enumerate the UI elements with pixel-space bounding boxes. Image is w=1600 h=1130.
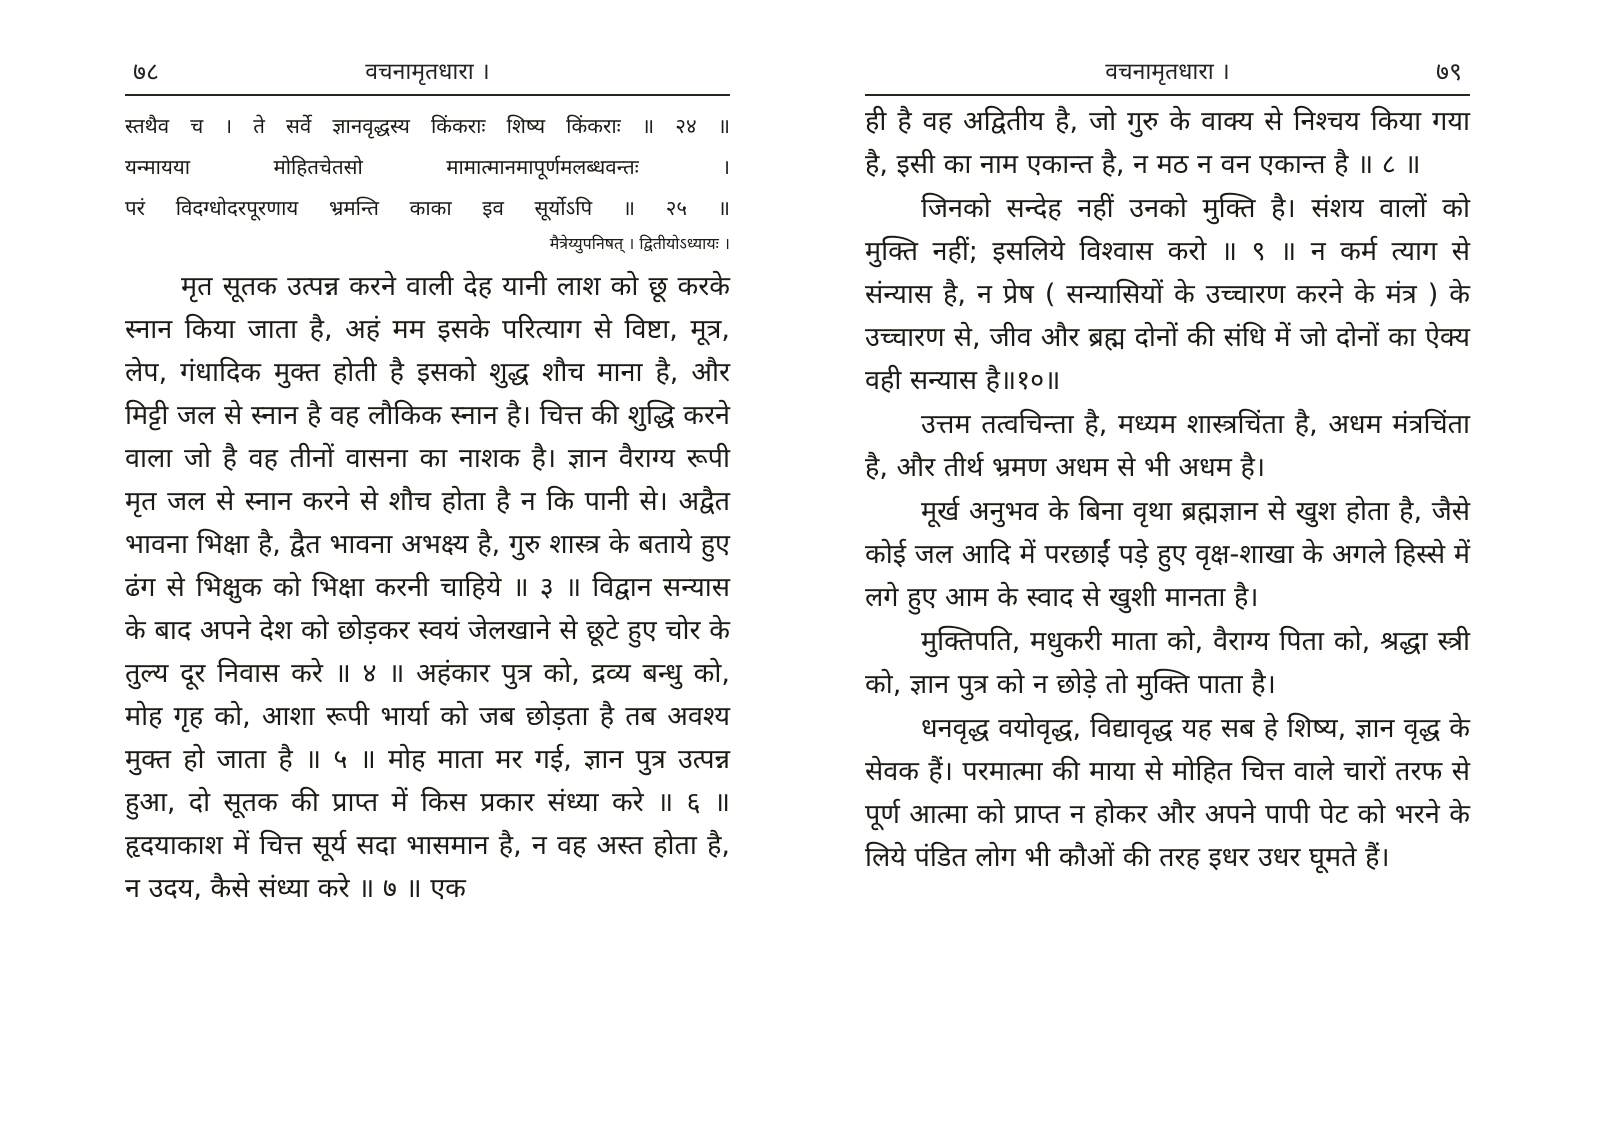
- verse-line: परं विदग्धोदरपूरणाय भ्रमन्ति काका इव सूर्योऽपि ॥ २५ ॥: [125, 196, 730, 220]
- body-text: [865, 100, 1470, 879]
- body-paragraph: जिनको सन्देह नहीं उनको मुक्ति है। संशय वालों को मुक्ति नहीं; इसलिये विश्वास करो ॥ ९ ॥ न कर्म त्याग से संन्यास है, न प्रेष ( सन्यासियों के उच्चारण करने के मंत्र ) के उच्चारण से, जीव और ब्रह्म दोनों की संधि में जो दोनों का ऐक्य वही सन्यास है॥१०॥: [865, 193, 1470, 396]
- sanskrit-verse-block: [125, 106, 730, 259]
- running-title: वचनामृतधारा ।: [1105, 59, 1230, 85]
- page-number: ७८: [133, 57, 160, 86]
- body-paragraph: उत्तम तत्वचिन्ता है, मध्यम शास्त्रचिंता है, अधम मंत्रचिंता है, और तीर्थ भ्रमण अधम से भी अधम है।: [865, 409, 1470, 483]
- right-page: [800, 0, 1600, 1130]
- verse-line: यन्मायया मोहितचेतसो मामात्मानमापूर्णमलब्धवन्तः ।: [125, 155, 730, 179]
- page-number: ७९: [1435, 57, 1462, 86]
- running-title: वचनामृतधारा ।: [365, 59, 490, 85]
- running-head: [865, 48, 1470, 96]
- verse-source: मैत्रेय्युपनिषत् । द्वितीयोऽध्यायः ।: [549, 234, 730, 253]
- body-paragraph: ही है वह अद्वितीय है, जो गुरु के वाक्य से निश्चय किया गया है, इसी का नाम एकान्त है, न मठ न वन एकान्त है ॥ ८ ॥: [865, 106, 1470, 180]
- body-paragraph: धनवृद्ध वयोवृद्ध, विद्यावृद्ध यह सब हे शिष्य, ज्ञान वृद्ध के सेवक हैं। परमात्मा की माया से मोहित चित्त वाले चारों तरफ से पूर्ण आत्मा को प्राप्त न होकर और अपने पापी पेट को भरने के लिये पंडित लोग भी कौओं की तरह इधर उधर घूमते हैं।: [865, 713, 1470, 873]
- verse-line: स्तथैव च । ते सर्वे ज्ञानवृद्धस्य किंकराः शिष्य किंकराः ॥ २४ ॥: [125, 114, 730, 138]
- body-paragraph: मूर्ख अनुभव के बिना वृथा ब्रह्मज्ञान से खुश होता है, जैसे कोई जल आदि में परछाईं पड़े हुए वृक्ष-शाखा के अगले हिस्से में लगे हुए आम के स्वाद से खुशी मानता है।: [865, 496, 1470, 613]
- running-head: [125, 48, 730, 96]
- body-paragraph: मृत सूतक उत्पन्न करने वाली देह यानी लाश को छू करके स्नान किया जाता है, अहं मम इसके परित्याग से विष्टा, मूत्र, लेप, गंधादिक मुक्त होती है इसको शुद्ध शौच माना है, और मिट्टी जल से स्नान है वह लौकिक स्नान है। चित्त की शुद्धि करने वाला जो है वह तीनों वासना का नाशक है। ज्ञान वैराग्य रूपी मृत जल से स्नान करने से शौच होता है न कि पानी से। अद्वैत भावना भिक्षा है, द्वैत भावना अभक्ष्य है, गुरु शास्त्र के बताये हुए ढंग से भिक्षुक को भिक्षा करनी चाहिये ॥ ३ ॥ विद्वान सन्यास के बाद अपने देश को छोड़कर स्वयं जेलखाने से छूटे हुए चोर के तुल्य दूर निवास करे ॥ ४ ॥ अहंकार पुत्र को, द्रव्य बन्धु को, मोह गृह को, आशा रूपी भार्या को जब छोड़ता है तब अवश्य मुक्त हो जाता है ॥ ५ ॥ मोह माता मर गई, ज्ञान पुत्र उत्पन्न हुआ, दो सूतक की प्राप्त में किस प्रकार संध्या करे ॥ ६ ॥ हृदयाकाश में चित्त सूर्य सदा भासमान है, न वह अस्त होता है, न उदय, कैसे संध्या करे ॥ ७ ॥ एक: [125, 271, 730, 904]
- body-paragraph: मुक्तिपति, मधुकरी माता को, वैराग्य पिता को, श्रद्धा स्त्री को, ज्ञान पुत्र को न छोड़े तो मुक्ति पाता है।: [865, 626, 1470, 700]
